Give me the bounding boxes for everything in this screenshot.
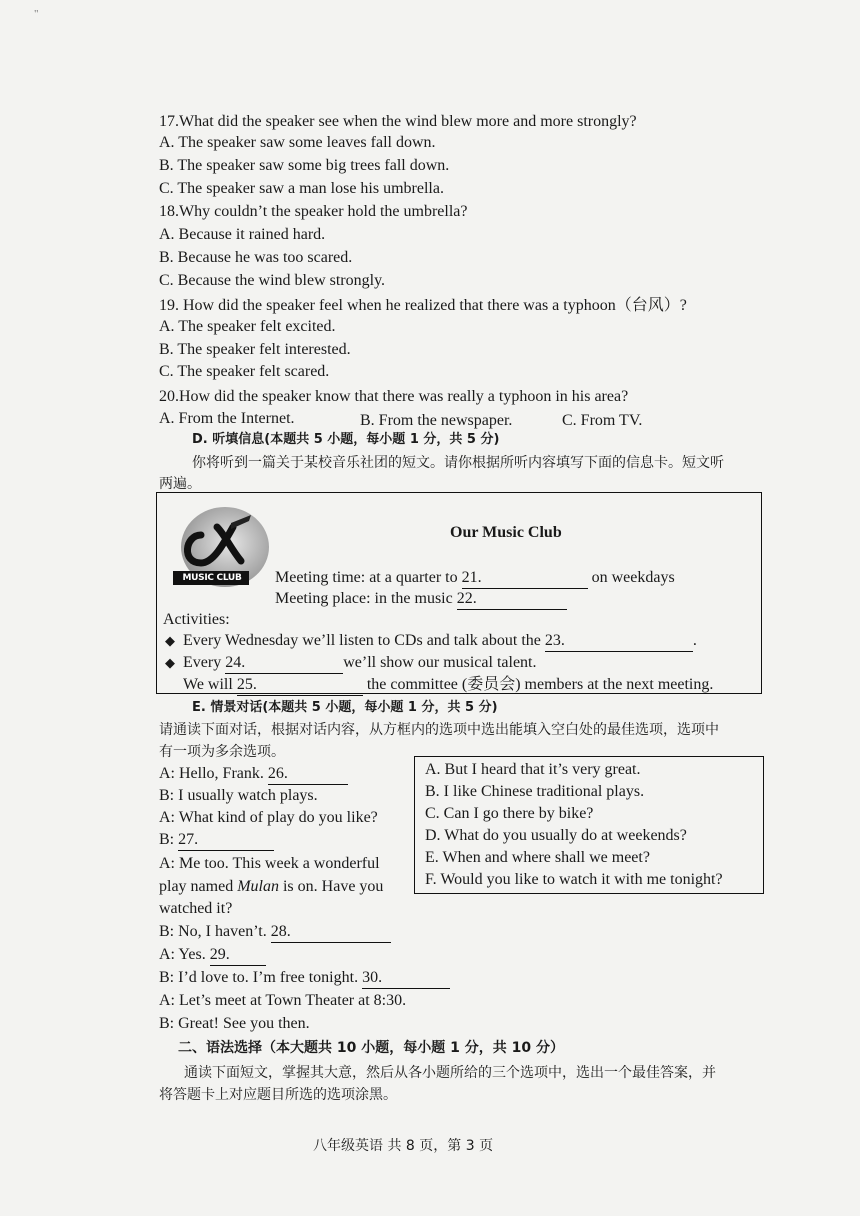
dialogue-line-5: A: Me too. This week a wonderful bbox=[159, 855, 380, 872]
question-19-option-c: C. The speaker felt scared. bbox=[159, 363, 330, 380]
question-19-stem: 19. How did the speaker feel when he realized that there was a typhoon（台风）? bbox=[159, 297, 687, 314]
page-footer: 八年级英语 共 8 页，第 3 页 bbox=[313, 1138, 494, 1154]
question-18-option-b: B. Because he was too scared. bbox=[159, 249, 353, 266]
question-17-option-b: B. The speaker saw some big trees fall down. bbox=[159, 157, 450, 174]
section-d-heading: D. 听填信息(本题共 5 小题，每小题 1 分，共 5 分) bbox=[192, 432, 500, 447]
section-2-heading: 二、语法选择（本大题共 10 小题，每小题 1 分，共 10 分） bbox=[178, 1040, 564, 1056]
activity-3: We will 25. the committee (委员会) members at the next meeting. bbox=[183, 675, 713, 696]
question-17-option-a: A. The speaker saw some leaves fall down. bbox=[159, 134, 436, 151]
page-mark: " bbox=[34, 8, 39, 20]
blank-28: 28. bbox=[271, 922, 391, 943]
section-e-instruction: 请通读下面对话，根据对话内容，从方框内的选项中选出能填入空白处的最佳选项，选项中 bbox=[159, 722, 719, 738]
section-d-instruction: 你将听到一篇关于某校音乐社团的短文。请你根据所听内容填写下面的信息卡。短文听 bbox=[192, 455, 724, 471]
meeting-place-label: Meeting place: in the music bbox=[275, 590, 457, 607]
question-17-option-c: C. The speaker saw a man lose his umbrella. bbox=[159, 180, 444, 197]
music-club-logo-text: MUSIC CLUB bbox=[182, 573, 242, 583]
meeting-place-row bbox=[275, 589, 567, 610]
question-20-option-b: B. From the newspaper. bbox=[360, 412, 513, 429]
dialogue-line-10: B: I’d love to. I’m free tonight. 30. bbox=[159, 968, 450, 989]
option-e: E. When and where shall we meet? bbox=[425, 849, 650, 866]
blank-26: 26. bbox=[268, 764, 348, 785]
question-19-option-a: A. The speaker felt excited. bbox=[159, 318, 336, 335]
section-2-instruction-cont: 将答题卡上对应题目所选的选项涂黑。 bbox=[159, 1087, 397, 1103]
option-b: B. I like Chinese traditional plays. bbox=[425, 783, 645, 800]
dialogue-line-8: B: No, I haven’t. 28. bbox=[159, 922, 391, 943]
meeting-time-row bbox=[275, 568, 675, 589]
meeting-time-suffix: on weekdays bbox=[587, 569, 675, 586]
section-e-heading: E. 情景对话(本题共 5 小题，每小题 1 分，共 5 分) bbox=[192, 700, 498, 715]
dialogue-line-1: A: Hello, Frank. 26. bbox=[159, 764, 348, 785]
question-18-stem: 18.Why couldn’t the speaker hold the umbrella? bbox=[159, 203, 468, 220]
section-e-instruction-cont: 有一项为多余选项。 bbox=[159, 744, 285, 760]
question-18-option-c: C. Because the wind blew strongly. bbox=[159, 272, 386, 289]
activities-label: Activities: bbox=[163, 611, 230, 628]
blank-30: 30. bbox=[362, 968, 450, 989]
option-a: A. But I heard that it’s very great. bbox=[425, 761, 641, 778]
activity-1: ◆ Every Wednesday we’ll listen to CDs and talk about the 23. . bbox=[165, 631, 697, 652]
blank-29: 29. bbox=[210, 945, 266, 966]
diamond-bullet-icon: ◆ bbox=[165, 655, 175, 670]
question-20-option-a: A. From the Internet. bbox=[159, 410, 295, 427]
dialogue-line-11: A: Let’s meet at Town Theater at 8:30. bbox=[159, 992, 407, 1009]
blank-27: 27. bbox=[178, 830, 274, 851]
diamond-bullet-icon: ◆ bbox=[165, 633, 175, 648]
question-20-option-c: C. From TV. bbox=[562, 412, 643, 429]
question-19-option-b: B. The speaker felt interested. bbox=[159, 341, 351, 358]
option-c: C. Can I go there by bike? bbox=[425, 805, 594, 822]
dialogue-line-12: B: Great! See you then. bbox=[159, 1015, 310, 1032]
play-title: Mulan bbox=[237, 878, 279, 895]
blank-24: 24. bbox=[225, 653, 343, 674]
blank-25: 25. bbox=[237, 675, 363, 696]
section-d-instruction-cont: 两遍。 bbox=[159, 476, 201, 492]
dialogue-line-4: B: 27. bbox=[159, 830, 274, 851]
activity-2: ◆ Every 24. we’ll show our musical talent. bbox=[165, 653, 537, 674]
question-18-option-a: A. Because it rained hard. bbox=[159, 226, 326, 243]
music-club-info-card bbox=[156, 492, 762, 694]
blank-21: 21. bbox=[462, 568, 588, 589]
blank-22: 22. bbox=[457, 589, 567, 610]
meeting-time-label: Meeting time: at a quarter to bbox=[275, 569, 462, 586]
question-17-stem: 17.What did the speaker see when the wind blew more and more strongly? bbox=[159, 113, 637, 130]
option-f: F. Would you like to watch it with me tonight? bbox=[425, 871, 723, 888]
blank-23: 23. bbox=[545, 631, 693, 652]
dialogue-line-2: B: I usually watch plays. bbox=[159, 787, 318, 804]
card-title: Our Music Club bbox=[450, 524, 562, 541]
section-2-instruction: 通读下面短文，掌握其大意，然后从各小题所给的三个选项中，选出一个最佳答案，并 bbox=[184, 1065, 716, 1081]
dialogue-line-6: play named Mulan is on. Have you bbox=[159, 878, 384, 895]
dialogue-line-3: A: What kind of play do you like? bbox=[159, 809, 378, 826]
option-d: D. What do you usually do at weekends? bbox=[425, 827, 687, 844]
dialogue-line-9: A: Yes. 29. bbox=[159, 945, 266, 966]
question-20-stem: 20.How did the speaker know that there was really a typhoon in his area? bbox=[159, 388, 629, 405]
music-club-logo bbox=[167, 505, 271, 595]
answer-options-box bbox=[414, 756, 764, 894]
dialogue-line-7: watched it? bbox=[159, 900, 233, 917]
